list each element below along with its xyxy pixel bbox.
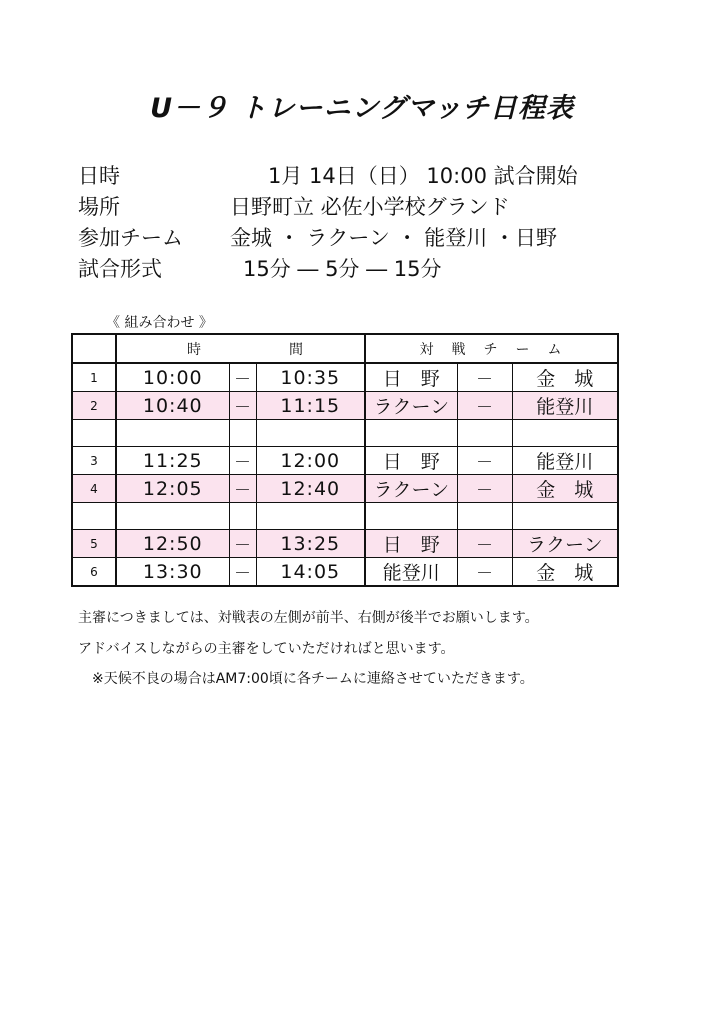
team-a: 能登川 <box>365 558 457 587</box>
team-dash <box>457 420 512 447</box>
team-dash: － <box>457 558 512 587</box>
end-time <box>256 503 365 530</box>
end-time <box>256 420 365 447</box>
time-dash <box>229 420 256 447</box>
time-dash: － <box>229 363 256 392</box>
info-value: 日野町立 必佐小学校グランド <box>230 195 510 219</box>
start-time: 12:05 <box>116 475 229 503</box>
team-b: 金 城 <box>512 363 618 392</box>
match-number: 5 <box>72 530 116 558</box>
info-label: 場所 <box>78 195 120 219</box>
header-time-2: 間 <box>289 342 305 358</box>
info-label: 参加チーム <box>78 226 183 250</box>
match-number <box>72 420 116 447</box>
end-time: 14:05 <box>256 558 365 587</box>
header-number-cell <box>72 334 116 363</box>
table-row <box>72 447 618 475</box>
info-value: 15分 ― 5分 ― 15分 <box>243 257 442 281</box>
header-time-cell <box>116 334 365 363</box>
team-b <box>512 420 618 447</box>
team-b: 能登川 <box>512 392 618 420</box>
table-row <box>72 530 618 558</box>
start-time: 10:40 <box>116 392 229 420</box>
schedule-table <box>71 333 619 587</box>
note-weather: ※天候不良の場合はAM7:00頃に各チームに連絡させていただきます。 <box>92 671 534 687</box>
table-gap-row <box>72 420 618 447</box>
match-number <box>72 503 116 530</box>
time-dash: － <box>229 392 256 420</box>
table-gap-row <box>72 503 618 530</box>
end-time: 12:00 <box>256 447 365 475</box>
table-row <box>72 475 618 503</box>
team-dash: － <box>457 530 512 558</box>
start-time: 10:00 <box>116 363 229 392</box>
end-time: 10:35 <box>256 363 365 392</box>
match-number: 2 <box>72 392 116 420</box>
start-time: 12:50 <box>116 530 229 558</box>
team-b: 金 城 <box>512 475 618 503</box>
info-value: 金城 ・ ラクーン ・ 能登川 ・日野 <box>230 226 557 250</box>
team-dash: － <box>457 447 512 475</box>
team-a: 日 野 <box>365 363 457 392</box>
team-dash <box>457 503 512 530</box>
team-b: ラクーン <box>512 530 618 558</box>
time-dash: － <box>229 558 256 587</box>
end-time: 13:25 <box>256 530 365 558</box>
start-time: 13:30 <box>116 558 229 587</box>
header-team-label: 対 戦 チ ー ム <box>419 341 564 358</box>
info-label: 試合形式 <box>78 257 162 281</box>
note-advice: アドバイスしながらの主審をしていただければと思います。 <box>78 641 455 657</box>
table-header-row <box>72 334 618 363</box>
end-time: 11:15 <box>256 392 365 420</box>
table-row <box>72 392 618 420</box>
combination-heading: 《 組み合わせ 》 <box>106 315 213 331</box>
time-dash <box>229 503 256 530</box>
info-label: 日時 <box>78 164 120 188</box>
table-row <box>72 363 618 392</box>
header-team-cell <box>365 334 618 363</box>
info-value: 1月 14日（日） 10:00 試合開始 <box>268 164 578 188</box>
team-dash: － <box>457 475 512 503</box>
team-b: 金 城 <box>512 558 618 587</box>
team-b <box>512 503 618 530</box>
match-number: 3 <box>72 447 116 475</box>
header-time-1: 時 <box>187 342 203 358</box>
time-dash: － <box>229 447 256 475</box>
start-time <box>116 503 229 530</box>
team-dash: － <box>457 392 512 420</box>
match-number: 6 <box>72 558 116 587</box>
match-number: 1 <box>72 363 116 392</box>
team-a: 日 野 <box>365 530 457 558</box>
page-title: U－９ トレーニングマッチ日程表 <box>150 93 574 124</box>
team-b: 能登川 <box>512 447 618 475</box>
team-a: 日 野 <box>365 447 457 475</box>
team-a <box>365 503 457 530</box>
time-dash: － <box>229 475 256 503</box>
team-dash: － <box>457 363 512 392</box>
note-referee: 主審につきましては、対戦表の左側が前半、右側が後半でお願いします。 <box>78 610 539 626</box>
team-a: ラクーン <box>365 475 457 503</box>
time-dash: － <box>229 530 256 558</box>
start-time <box>116 420 229 447</box>
match-number: 4 <box>72 475 116 503</box>
table-row <box>72 558 618 587</box>
end-time: 12:40 <box>256 475 365 503</box>
team-a <box>365 420 457 447</box>
start-time: 11:25 <box>116 447 229 475</box>
team-a: ラクーン <box>365 392 457 420</box>
